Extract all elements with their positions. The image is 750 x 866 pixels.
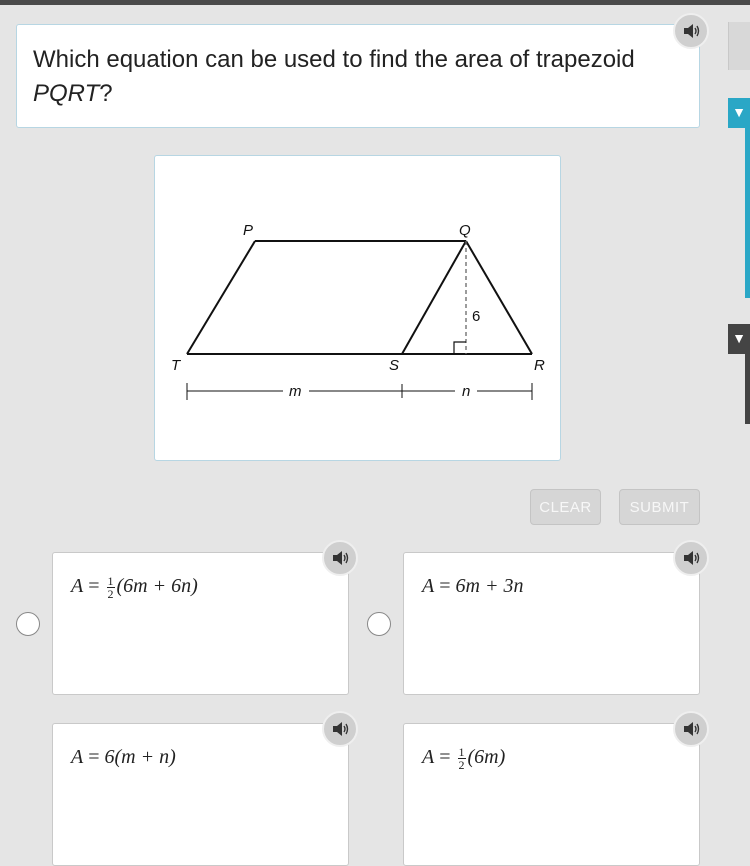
choice-4-eq-sign: = [439,746,451,769]
trapezoid-name: PQRT [33,80,100,107]
question-mark: ? [99,80,113,107]
submit-button[interactable]: SUBMIT [619,489,700,525]
side-tp [187,241,255,354]
n-label: n [462,383,471,400]
choice-3-card[interactable] [52,723,349,866]
choice-4-card[interactable] [403,723,700,866]
top-bar [0,0,750,5]
choice-3-lhs: A [71,746,84,768]
speaker-icon [330,548,350,568]
label-t: T [171,357,181,374]
triangle-down-icon: ▼ [732,104,746,120]
speaker-icon [681,548,701,568]
choice-2-lhs: A [422,575,435,597]
right-angle-mark [454,342,466,354]
choice-3-audio-button[interactable] [322,711,358,747]
height-label: 6 [472,308,481,325]
speaker-icon [681,719,701,739]
figure-box [154,155,561,461]
side-scroll-strip [745,128,750,298]
choice-1-eq-sign: = [88,575,100,598]
choice-2-card[interactable] [403,552,700,695]
speaker-icon [681,21,701,41]
choice-3-rhs: 6(m + n) [104,746,176,768]
choice-1-audio-button[interactable] [322,540,358,576]
choice-4-rhs: (6m) [467,746,506,769]
choice-1-radio[interactable] [16,612,40,636]
segment-sq [402,241,466,354]
label-q: Q [459,222,471,239]
choice-1-frac-num: 1 [107,574,114,588]
side-scroll-strip-dark [745,354,750,424]
choice-1-rhs: (6m + 6n) [116,575,198,598]
collapse-tab-dark[interactable] [728,324,750,354]
label-s: S [389,357,400,374]
choice-1-card[interactable] [52,552,349,695]
question-text-main: Which equation can be used to find the area of trapezoid [33,46,635,73]
choice-4-equation [422,746,505,771]
choice-4-frac-num: 1 [458,745,465,759]
choice-3-equation [71,746,176,769]
choice-2-audio-button[interactable] [673,540,709,576]
choice-1-lhs: A [71,575,84,598]
m-label: m [289,383,302,400]
question-text [33,43,683,111]
choice-2-equation [422,575,523,598]
choice-1-fraction [107,575,115,600]
choice-4-fraction [458,746,466,771]
question-box [16,24,700,128]
choice-1-equation [71,575,198,600]
trapezoid-diagram [155,156,562,462]
choice-2-radio[interactable] [367,612,391,636]
choice-4-lhs: A [422,746,435,769]
choice-2-eq-sign: = [439,575,451,597]
question-audio-button[interactable] [673,13,709,49]
side-qr [466,241,532,354]
collapse-tab-blue[interactable] [728,98,750,128]
choice-2-rhs: 6m + 3n [455,575,524,597]
triangle-down-icon: ▼ [732,330,746,346]
choice-4-frac-den: 2 [458,758,465,772]
side-panel-handle[interactable] [728,22,750,70]
speaker-icon [330,719,350,739]
choice-3-eq-sign: = [88,746,100,768]
label-p: P [243,222,254,239]
choice-1-frac-den: 2 [107,587,114,601]
clear-button[interactable]: CLEAR [530,489,601,525]
label-r: R [534,357,545,374]
choice-4-audio-button[interactable] [673,711,709,747]
